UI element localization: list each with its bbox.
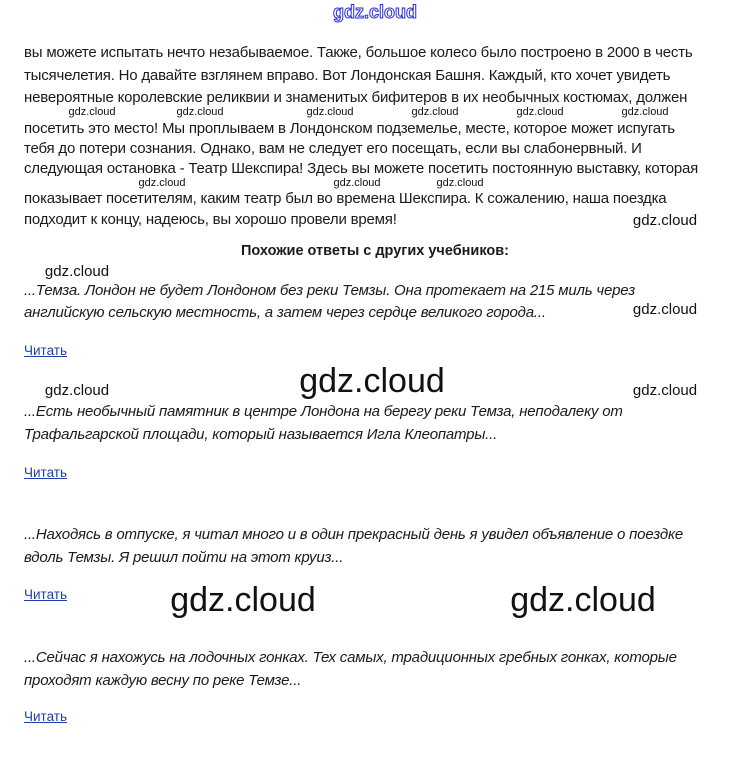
- similar-text: Трафальгарской площади, который называется Игла Клеопатры...: [24, 426, 498, 443]
- text-line: тебя до потери сознания. Однако, вам не следует его посещать, если вы слабонервный. И: [24, 140, 642, 157]
- similar-text: ...Темза. Лондон не будет Лондоном без реки Темзы. Она протекает на 215 миль через: [24, 282, 636, 299]
- watermark: gdz.cloud: [170, 581, 316, 619]
- similar-text: ...Есть необычный памятник в центре Лондона на берегу реки Темза, неподалеку от: [24, 403, 623, 420]
- read-link[interactable]: Читать: [24, 709, 67, 724]
- watermark: gdz.cloud: [632, 212, 698, 229]
- similar-text: ...Сейчас я нахожусь на лодочных гонках. Тех самых, традиционных гребных гонках, которые: [24, 649, 677, 666]
- text-line: следующая остановка - Театр Шекспира! Здесь вы можете посетить постоянную выставку, которая: [24, 160, 699, 177]
- read-link[interactable]: Читать: [24, 465, 67, 480]
- similar-text: проходят каждую весну по реке Темзе...: [24, 672, 302, 689]
- similar-heading: Похожие ответы с других учебников:: [240, 243, 509, 259]
- similar-text: английскую сельскую местность, а затем через сердце великого города...: [24, 304, 546, 321]
- watermark: gdz.cloud: [138, 177, 186, 189]
- watermark: gdz.cloud: [333, 177, 381, 189]
- watermark: gdz.cloud: [299, 362, 445, 400]
- read-link[interactable]: Читать: [24, 587, 67, 602]
- read-link[interactable]: Читать: [24, 343, 67, 358]
- watermark: gdz.cloud: [306, 106, 354, 118]
- watermark: gdz.cloud: [516, 106, 564, 118]
- watermark: gdz.cloud: [411, 106, 459, 118]
- text-line: тысячелетия. Но давайте взглянем вправо. Вот Лондонская Башня. Каждый, кто хочет увидеть: [24, 67, 671, 84]
- watermark: gdz.cloud: [176, 106, 224, 118]
- watermark: gdz.cloud: [632, 382, 698, 399]
- watermark-logo: gdz.cloud: [333, 2, 417, 22]
- watermark: gdz.cloud: [44, 263, 110, 280]
- watermark: gdz.cloud: [436, 177, 484, 189]
- similar-text: вдоль Темзы. Я решил пойти на этот круиз...: [24, 549, 344, 566]
- text-line: вы можете испытать нечто незабываемое. Также, большое колесо было построено в 2000 в честь: [24, 44, 693, 61]
- text-line: показывает посетителям, каким театр был во времена Шекспира. К сожалению, наша поездка: [24, 190, 667, 207]
- similar-text: ...Находясь в отпуске, я читал много и в один прекрасный день я увидел объявление о поездке: [24, 526, 684, 543]
- text-line: невероятные королевские реликвии и знаменитых бифитеров в их необычных костюмах, должен: [24, 89, 688, 106]
- watermark: gdz.cloud: [510, 581, 656, 619]
- watermark: gdz.cloud: [632, 301, 698, 318]
- text-line: посетить это место! Мы проплываем в Лондонском подземелье, месте, которое может испугать: [24, 120, 675, 137]
- watermark: gdz.cloud: [68, 106, 116, 118]
- watermark: gdz.cloud: [44, 382, 110, 399]
- watermark: gdz.cloud: [621, 106, 669, 118]
- text-line: подходит к концу, надеюсь, вы хорошо провели время!: [24, 211, 397, 228]
